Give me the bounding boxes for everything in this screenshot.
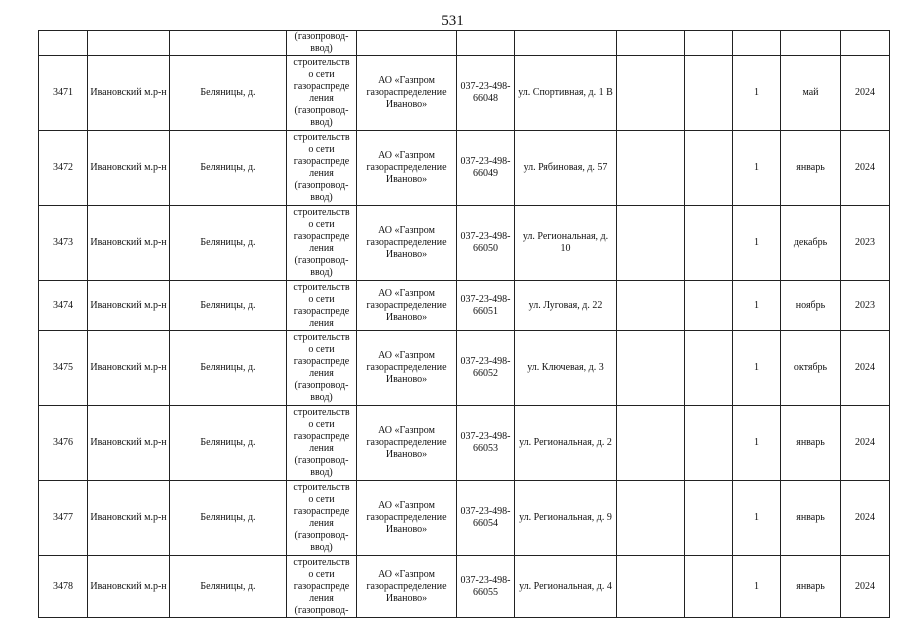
year-cell: 2024 [841,406,890,481]
quantity-cell: 1 [733,331,781,406]
registry-table-body [39,31,890,618]
empty-cell [617,206,685,281]
type-line: ления [309,168,334,179]
address-cell: ул. Ключевая, д. 3 [515,331,617,406]
type-line: ввод) [310,542,333,553]
quantity-cell: 1 [733,481,781,556]
empty-cell [685,481,733,556]
page-number: 531 [441,13,464,29]
type-line: строительств [293,57,350,68]
locality-cell: Беляницы, д. [170,331,287,406]
type-line: (газопровод- [294,31,349,42]
type-line: ления [309,592,334,604]
type-line: ввод) [310,392,333,403]
type-line: ввод) [310,117,333,128]
type-cell [287,206,357,281]
code-cell: 037-23-498-66048 [457,56,515,131]
organization-cell: АО «Газпром газораспределение Иваново» [357,206,457,281]
district-cell: Ивановский м.р-н [88,481,170,556]
type-line: (газопровод- [294,455,349,466]
month-cell: январь [781,131,841,206]
type-line: ления [309,93,334,104]
organization-cell: АО «Газпром газораспределение Иваново» [357,281,457,331]
locality-cell: Беляницы, д. [170,206,287,281]
row-number: 3475 [39,331,88,406]
type-line: газораспреде [293,81,350,92]
empty-cell [685,331,733,406]
address-cell: ул. Региональная, д. 2 [515,406,617,481]
registry-table [38,30,890,618]
code-cell: 037-23-498-66053 [457,406,515,481]
type-line: о сети [308,419,335,430]
type-cell [287,331,357,406]
type-line: (газопровод- [294,255,349,266]
row-number: 3473 [39,206,88,281]
district-cell: Ивановский м.р-н [88,556,170,618]
type-line: газораспреде [293,580,350,592]
empty-cell [617,406,685,481]
year-cell: 2024 [841,556,890,618]
type-cell [287,56,357,131]
organization-cell: АО «Газпром газораспределение Иваново» [357,481,457,556]
table-row-fragment [39,31,890,56]
organization-cell: АО «Газпром газораспределение Иваново» [357,556,457,618]
type-line: строительств [293,207,350,218]
district-cell: Ивановский м.р-н [88,131,170,206]
type-cell [287,556,357,618]
row-number: 3478 [39,556,88,618]
type-line: о сети [308,293,335,305]
quantity-cell: 1 [733,131,781,206]
empty-cell [685,56,733,131]
month-cell: январь [781,481,841,556]
type-line: (газопровод- [294,105,349,116]
type-line: строительств [293,132,350,143]
year-cell: 2023 [841,206,890,281]
type-line: о сети [308,144,335,155]
empty-cell [617,131,685,206]
district-cell: Ивановский м.р-н [88,206,170,281]
district-cell: Ивановский м.р-н [88,331,170,406]
row-number: 3471 [39,56,88,131]
type-cell [287,281,357,331]
type-line: строительств [293,281,350,293]
empty-cell [685,406,733,481]
code-cell: 037-23-498-66051 [457,281,515,331]
year-cell: 2024 [841,131,890,206]
row-number: 3472 [39,131,88,206]
empty-cell [617,281,685,331]
type-line: строительств [293,332,350,343]
quantity-cell: 1 [733,56,781,131]
organization-cell: АО «Газпром газораспределение Иваново» [357,56,457,131]
type-cell [287,481,357,556]
address-cell: ул. Рябиновая, д. 57 [515,131,617,206]
type-line: газораспреде [293,506,350,517]
district-cell: Ивановский м.р-н [88,56,170,131]
type-line: о сети [308,494,335,505]
quantity-cell: 1 [733,281,781,331]
type-line: (газопровод- [294,530,349,541]
type-cell [287,131,357,206]
locality-cell: Беляницы, д. [170,481,287,556]
address-cell: ул. Луговая, д. 22 [515,281,617,331]
type-line: газораспреде [293,156,350,167]
table-row [39,331,890,406]
month-cell: ноябрь [781,281,841,331]
type-line: строительств [293,556,350,568]
table-row [39,56,890,131]
type-line: ввод) [310,43,333,54]
district-cell: Ивановский м.р-н [88,406,170,481]
organization-cell: АО «Газпром газораспределение Иваново» [357,131,457,206]
type-line: ления [309,443,334,454]
type-line: ления [309,243,334,254]
table-row [39,131,890,206]
locality-cell: Беляницы, д. [170,56,287,131]
year-cell: 2024 [841,331,890,406]
empty-cell [617,481,685,556]
month-cell: январь [781,406,841,481]
organization-cell: АО «Газпром газораспределение Иваново» [357,331,457,406]
empty-cell [685,281,733,331]
code-cell: 037-23-498-66055 [457,556,515,618]
type-line: ввод) [310,267,333,278]
table-row [39,206,890,281]
month-cell: октябрь [781,331,841,406]
type-line: ввод) [310,467,333,478]
row-number: 3476 [39,406,88,481]
empty-cell [617,331,685,406]
code-cell: 037-23-498-66050 [457,206,515,281]
month-cell: май [781,56,841,131]
locality-cell: Беляницы, д. [170,131,287,206]
type-line: газораспреде [293,356,350,367]
type-line: строительств [293,407,350,418]
code-cell: 037-23-498-66049 [457,131,515,206]
year-cell: 2024 [841,481,890,556]
type-line: ввод) [310,192,333,203]
district-cell: Ивановский м.р-н [88,281,170,331]
address-cell: ул. Региональная, д. 4 [515,556,617,618]
type-cell [287,31,357,56]
empty-cell [617,556,685,618]
type-cell [287,406,357,481]
type-line: (газопровод- [294,604,349,616]
row-number: 3477 [39,481,88,556]
table-row [39,481,890,556]
type-line: газораспреде [293,305,350,317]
row-number: 3474 [39,281,88,331]
type-line: о сети [308,219,335,230]
locality-cell: Беляницы, д. [170,281,287,331]
locality-cell: Беляницы, д. [170,406,287,481]
code-cell: 037-23-498-66054 [457,481,515,556]
type-line: ления [309,518,334,529]
organization-cell: АО «Газпром газораспределение Иваново» [357,406,457,481]
quantity-cell: 1 [733,556,781,618]
year-cell: 2024 [841,56,890,131]
type-line: ления [309,317,334,329]
type-line: газораспреде [293,231,350,242]
table-row [39,556,890,618]
address-cell: ул. Спортивная, д. 1 В [515,56,617,131]
locality-cell: Беляницы, д. [170,556,287,618]
table-row [39,281,890,331]
type-line: о сети [308,344,335,355]
empty-cell [617,56,685,131]
empty-cell [685,556,733,618]
month-cell: январь [781,556,841,618]
empty-cell [685,131,733,206]
type-line: о сети [308,568,335,580]
type-line: о сети [308,69,335,80]
address-cell: ул. Региональная, д. 9 [515,481,617,556]
table-row [39,406,890,481]
month-cell: декабрь [781,206,841,281]
year-cell: 2023 [841,281,890,331]
quantity-cell: 1 [733,406,781,481]
type-line: (газопровод- [294,380,349,391]
address-cell: ул. Региональная, д. 10 [515,206,617,281]
type-line: строительств [293,482,350,493]
type-line: ления [309,368,334,379]
type-line: (газопровод- [294,180,349,191]
empty-cell [685,206,733,281]
quantity-cell: 1 [733,206,781,281]
code-cell: 037-23-498-66052 [457,331,515,406]
type-line: газораспреде [293,431,350,442]
